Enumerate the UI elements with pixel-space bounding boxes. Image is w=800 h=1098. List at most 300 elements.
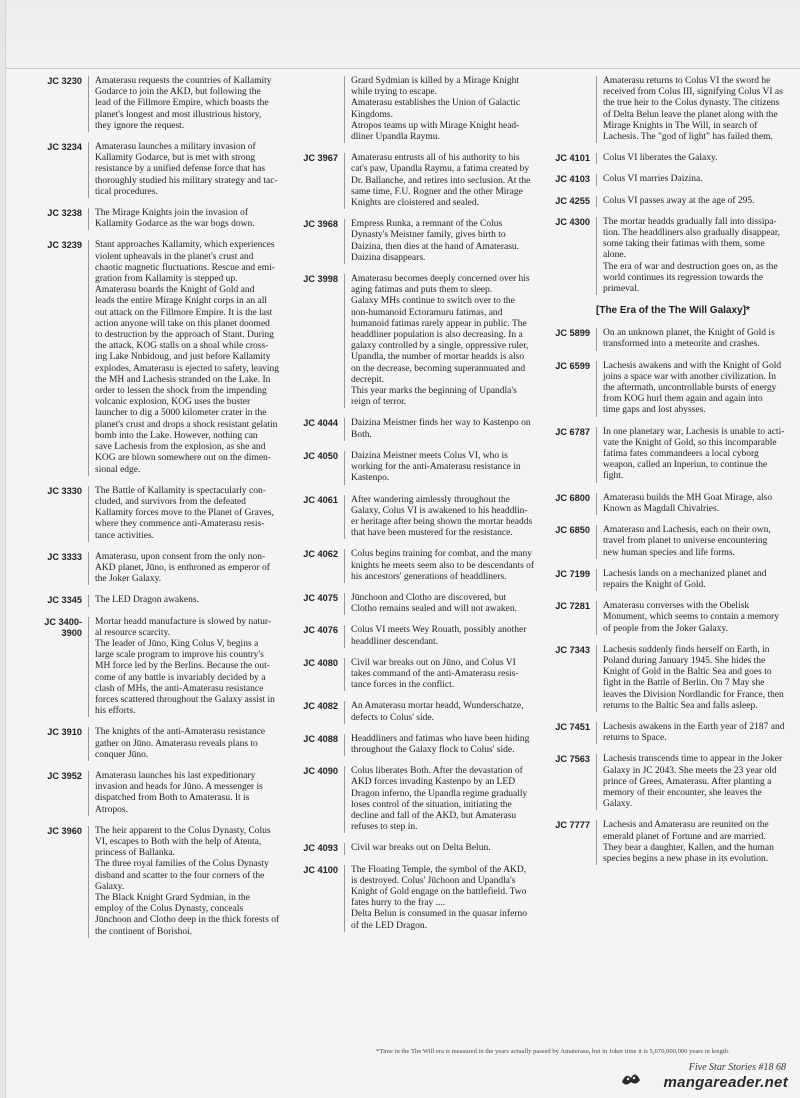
entry-date: JC 4088 bbox=[303, 733, 338, 744]
entry-line: Mortar headd manufacture is slowed by natur- bbox=[95, 616, 272, 627]
timeline-entry bbox=[16, 240, 294, 475]
entry-line: weapon, called an Inperiun, to continue the bbox=[603, 460, 768, 471]
entry-text bbox=[596, 525, 792, 559]
entry-date: JC 7343 bbox=[555, 644, 590, 655]
entry-line: Amaterasu becomes deeply concerned over his bbox=[351, 274, 530, 285]
timeline-entry bbox=[292, 625, 548, 647]
entry-date: JC 7281 bbox=[555, 601, 590, 612]
entry-date: JC 3333 bbox=[47, 551, 82, 562]
entry-line: Knights are cloistered and sealed. bbox=[351, 198, 479, 209]
entry-date: JC 3998 bbox=[303, 274, 338, 285]
entry-text bbox=[344, 734, 548, 756]
entry-text bbox=[344, 593, 548, 615]
entry-date: JC 4103 bbox=[555, 174, 590, 185]
top-band bbox=[0, 0, 800, 69]
entry-line: Poland during January 1945. She hides the bbox=[603, 655, 766, 666]
entry-line: decrepit. bbox=[351, 374, 384, 385]
entry-line: world continues its regression towards the bbox=[603, 272, 764, 283]
entry-line: Daizina Meistner meets Colus VI, who is bbox=[351, 450, 508, 461]
entry-line: dispatched from Both to Amaterasu. It is bbox=[95, 793, 250, 804]
entry-date: JC 4255 bbox=[555, 195, 590, 206]
entry-line: Amaterasu and Lachesis, each on their own, bbox=[603, 525, 771, 536]
entry-line: Dragon inferno, the Upandla regime gradually bbox=[351, 788, 528, 799]
entry-text bbox=[88, 552, 294, 586]
entry-line: loses control of the situation, initiating the bbox=[351, 799, 512, 810]
entry-date: JC 4093 bbox=[303, 843, 338, 854]
entry-date: JC 6787 bbox=[555, 426, 590, 437]
entry-text bbox=[344, 865, 548, 932]
entry-text bbox=[344, 843, 548, 854]
entry-line: Amaterasu entrusts all of his authority to his bbox=[351, 153, 520, 164]
entry-text bbox=[344, 658, 548, 692]
timeline-entry bbox=[292, 593, 548, 615]
entry-line: volcanic explosion, KOG uses the buster bbox=[95, 397, 251, 408]
entry-line: reign of terror. bbox=[351, 397, 407, 408]
entry-line: planet's longest and most illustrious history, bbox=[95, 109, 262, 120]
column-1 bbox=[16, 76, 294, 948]
entry-line: After wandering aimlessly throughout the bbox=[351, 494, 510, 505]
entry-line: An Amaterasu mortar headd, Wunderschatze, bbox=[351, 701, 524, 712]
entry-text bbox=[596, 820, 792, 865]
entry-date: JC 4075 bbox=[303, 592, 338, 603]
entry-line: Colus VI meets Wey Rouath, possibly another bbox=[351, 625, 527, 636]
entry-line: Galaxy in JC 2043. She meets the 23 year old bbox=[603, 765, 777, 776]
entry-text bbox=[596, 174, 792, 185]
entry-line: of people from the Joker Galaxy. bbox=[603, 623, 728, 634]
entry-line: same time, F.U. Rogner and the other Mirage bbox=[351, 186, 523, 197]
entry-line: princess of Ballanka. bbox=[95, 848, 175, 859]
entry-line: Known as Magdall Chivalries. bbox=[603, 503, 720, 514]
entry-line: Galaxy. bbox=[95, 881, 125, 892]
entry-line: fatima fates commandeers a local cyborg bbox=[603, 449, 759, 460]
entry-line: action anyone will take on this planet doomed bbox=[95, 318, 270, 329]
entry-line: leaves the Division Nordlandic for France, then bbox=[603, 689, 784, 700]
timeline-entry bbox=[292, 76, 548, 143]
entry-line: where they commence anti-Amaterasu resis- bbox=[95, 519, 265, 530]
entry-text bbox=[596, 427, 792, 483]
entry-line: decline and fall of the AKD, but Amaterasu bbox=[351, 810, 517, 821]
entry-line: fates hurry to the fray .... bbox=[351, 898, 446, 909]
entry-line: his efforts. bbox=[95, 706, 136, 717]
footnote: *Time in the The Will era is measured in the years actually passed by Amaterasu, but in Joker time it is 5,670,000,000 years in length. bbox=[376, 1048, 730, 1055]
entry-text bbox=[344, 153, 548, 209]
entry-date: JC 6800 bbox=[555, 492, 590, 503]
entry-text bbox=[88, 617, 294, 718]
entry-line: Amaterasu returns to Colus VI the sword he bbox=[603, 76, 771, 86]
entry-date: JC 4062 bbox=[303, 549, 338, 560]
entry-line: memory of their encounter, she leaves the bbox=[603, 787, 762, 798]
timeline-entry bbox=[16, 552, 294, 586]
entry-line: Galaxy MHs continue to switch over to the bbox=[351, 296, 515, 307]
entry-text bbox=[344, 766, 548, 833]
entry-line: Knight of Gold in the Baltic Sea and goes to bbox=[603, 667, 772, 678]
timeline-entry bbox=[292, 274, 548, 408]
entry-line: The Battle of Kallamity is spectacularly con- bbox=[95, 485, 266, 496]
entry-line: Lachesis and Amaterasu are reunited on the bbox=[603, 820, 769, 831]
timeline-entry bbox=[16, 142, 294, 198]
entry-line: The mortar headds gradually fall into dissipa- bbox=[603, 216, 777, 227]
entry-line: VI, escapes to Both with the help of Atenta, bbox=[95, 836, 262, 847]
timeline-entry bbox=[292, 734, 548, 756]
entry-line: from KOG hurl them again and again into bbox=[603, 394, 763, 405]
entry-line: Daizina, then dies at the hand of Amaterasu. bbox=[351, 241, 520, 252]
entry-date: JC 7451 bbox=[555, 721, 590, 732]
timeline-entry bbox=[544, 645, 792, 712]
entry-line: Jūnchoon and Clotho are discovered, but bbox=[351, 592, 507, 603]
entry-line: working for the anti-Amaterasu resistance in bbox=[351, 462, 521, 473]
timeline-entry bbox=[292, 701, 548, 723]
timeline-entry bbox=[292, 219, 548, 264]
entry-date: JC 4082 bbox=[303, 701, 338, 712]
entry-line: Colus begins training for combat, and the many bbox=[351, 549, 532, 560]
entry-text bbox=[344, 76, 548, 143]
entry-line: The three royal families of the Colus Dynasty bbox=[95, 859, 269, 870]
timeline-entry bbox=[544, 361, 792, 417]
entry-date: JC 3910 bbox=[47, 727, 82, 738]
entry-text bbox=[344, 625, 548, 647]
entry-line: They bear a daughter, Kallen, and the human bbox=[603, 842, 774, 853]
entry-line: that have been mustered for the resistance. bbox=[351, 528, 513, 539]
entry-line: save Lachesis from the explosion, as she and bbox=[95, 442, 266, 453]
entry-line: bomb into the Lake. However, nothing can bbox=[95, 430, 258, 441]
entry-date: JC 5899 bbox=[555, 328, 590, 339]
entry-date: JC 3330 bbox=[47, 485, 82, 496]
entry-line: Dynasty's Meistner family, gives birth to bbox=[351, 230, 506, 241]
entry-line: vate the Knight of Gold, so this incomparable bbox=[603, 437, 777, 448]
entry-line: The Mirage Knights join the invasion of bbox=[95, 208, 249, 219]
entry-line: throughout the Galaxy flock to Colus' side. bbox=[351, 744, 515, 755]
entry-date: JC 3238 bbox=[47, 208, 82, 219]
entry-line: Amaterasu launches his last expeditionary bbox=[95, 770, 256, 781]
entry-line: returns to Space. bbox=[603, 733, 667, 744]
entry-line: Colus VI liberates the Galaxy. bbox=[603, 153, 718, 164]
timeline-entry bbox=[292, 418, 548, 440]
entry-line: Amaterasu requests the countries of Kallamity bbox=[95, 76, 272, 86]
entry-line: Kallamity Godarce as the war bogs down. bbox=[95, 219, 255, 230]
entry-line: Delta Belun is consumed in the quasar inferno bbox=[351, 909, 527, 920]
timeline-entry bbox=[16, 727, 294, 761]
timeline-entry bbox=[16, 617, 294, 718]
entry-text bbox=[88, 727, 294, 761]
timeline-entry bbox=[544, 328, 792, 350]
entry-line: headdliner population is also decreasing. In a bbox=[351, 330, 523, 341]
entry-line: Civil war breaks out on Delta Belun. bbox=[351, 843, 491, 854]
entry-line: Kallamity Godarce, but is met with strong bbox=[95, 153, 256, 164]
entry-text bbox=[596, 361, 792, 417]
entry-line: repairs the Knight of Gold. bbox=[603, 579, 706, 590]
entry-line: lead of the Fillmore Empire, which boasts the bbox=[95, 98, 269, 109]
entry-line: fight. bbox=[603, 471, 624, 482]
entry-line: they ignore the request. bbox=[95, 120, 185, 131]
entry-date: JC 3230 bbox=[47, 76, 82, 86]
entry-line: cat's paw, Upandla Raymu, a fatima created by bbox=[351, 164, 530, 175]
entry-line: Amaterasu launches a military invasion of bbox=[95, 142, 256, 153]
entry-text bbox=[596, 754, 792, 810]
entry-line: humanoid fatimas rarely appear in public. The bbox=[351, 318, 527, 329]
entry-line: transformed into a meteorite and crashes. bbox=[603, 339, 760, 350]
entry-text bbox=[88, 595, 294, 606]
entry-date: JC 4090 bbox=[303, 766, 338, 777]
entry-line: galaxy controlled by a single, oppressive ruler, bbox=[351, 341, 529, 352]
column-3 bbox=[544, 76, 792, 875]
entry-line: Jūnchoon and Clotho deep in the thick forests of bbox=[95, 915, 280, 926]
entry-line: tion. The headdliners also gradually disappear, bbox=[603, 228, 780, 239]
entry-date: JC 3239 bbox=[47, 240, 82, 251]
entry-line: order to lessen the shock from the impending bbox=[95, 386, 267, 397]
entry-line: Amaterasu, upon consent from the only non- bbox=[95, 551, 266, 562]
entry-line: chaotic magnetic fluctuations. Rescue and emi- bbox=[95, 262, 275, 273]
timeline-entry bbox=[544, 493, 792, 515]
mangareader-logo-icon bbox=[620, 1068, 642, 1088]
timeline-entry bbox=[544, 196, 792, 207]
entry-date: JC 4044 bbox=[303, 418, 338, 429]
entry-date bbox=[292, 76, 344, 143]
entry-line: The LED Dragon awakens. bbox=[95, 595, 199, 606]
entry-line: In one planetary war, Lachesis is unable to acti- bbox=[603, 426, 785, 437]
timeline-entry bbox=[544, 820, 792, 865]
entry-line: primeval. bbox=[603, 284, 640, 295]
entry-line: Galaxy, Colus VI is awakened to his headdlin- bbox=[351, 505, 528, 516]
entry-text bbox=[596, 153, 792, 164]
page-gutter bbox=[0, 0, 6, 1098]
entry-line: Lachesis suddenly finds herself on Earth, in bbox=[603, 644, 770, 655]
timeline-entry bbox=[16, 486, 294, 542]
entry-date: JC 4101 bbox=[555, 153, 590, 164]
entry-line: Dr. Ballanche, and retires into seclusion. At the bbox=[351, 175, 531, 186]
timeline-entry bbox=[544, 601, 792, 635]
entry-text bbox=[88, 240, 294, 475]
entry-line: gration from Kallamity is stepped up. bbox=[95, 274, 238, 285]
entry-date: JC 3967 bbox=[303, 153, 338, 164]
entry-line: Kingdoms. bbox=[351, 109, 393, 120]
timeline-entry bbox=[292, 153, 548, 209]
entry-date: JC 3952 bbox=[47, 770, 82, 781]
entry-text bbox=[88, 76, 294, 132]
entry-line: knights he meets seem also to be descendants of bbox=[351, 560, 535, 571]
entry-line: Atropos teams up with Mirage Knight head- bbox=[351, 120, 520, 131]
entry-line: Mirage Knights in The Will, in search of bbox=[603, 120, 758, 131]
entry-line: Colus VI marries Daizina. bbox=[603, 174, 703, 185]
entry-text bbox=[596, 645, 792, 712]
entry-text bbox=[596, 196, 792, 207]
entry-line: headdliner descendant. bbox=[351, 636, 439, 647]
entry-line: of the LED Dragon. bbox=[351, 920, 427, 931]
entry-line: KOG are blown somewhere out on the dimen- bbox=[95, 453, 271, 464]
entry-line: species begins a new phase in its evolution. bbox=[603, 853, 769, 864]
entry-line: prince of Grees, Amaterasu. After planting a bbox=[603, 776, 772, 787]
entry-line: planet's crust and drops a shock resistant gelatin bbox=[95, 419, 278, 430]
entry-line: non-humanoid Ectoramuru fatimas, and bbox=[351, 307, 503, 318]
entry-text bbox=[344, 701, 548, 723]
entry-line: er heritage after being shown the mortar headds bbox=[351, 516, 533, 527]
entry-line: to destruction by the approach of Stant. During bbox=[95, 330, 274, 341]
entry-line: some taking their fatimas with them, some bbox=[603, 239, 765, 250]
entry-line: tical procedures. bbox=[95, 186, 158, 197]
entry-line: Lachesis transcends time to appear in the Joker bbox=[603, 754, 783, 765]
entry-text bbox=[344, 274, 548, 408]
entry-text bbox=[88, 208, 294, 230]
entry-line: Amaterasu builds the MH Goat Mirage, also bbox=[603, 492, 773, 503]
entry-date: JC 4076 bbox=[303, 625, 338, 636]
entry-line: violent upheavals in the planet's crust and bbox=[95, 251, 254, 262]
timeline-entry bbox=[292, 865, 548, 932]
entry-line: AKD forces invading Kastenpo by an LED bbox=[351, 777, 516, 788]
entry-line: Kastenpo. bbox=[351, 473, 390, 484]
entry-date: JC 4050 bbox=[303, 450, 338, 461]
entry-line: The era of war and destruction goes on, as the bbox=[603, 261, 778, 272]
entry-line: while trying to escape. bbox=[351, 87, 438, 98]
entry-line: come of any battle is invariably decided by a bbox=[95, 672, 266, 683]
entry-line: the attack, KOG stalls on a shoal while cross- bbox=[95, 341, 269, 352]
entry-line: Lachesis awakens and with the Knight of Gold bbox=[603, 360, 782, 371]
entry-line: MH force led by the Berlins. Because the out- bbox=[95, 661, 270, 672]
entry-line: employ of the Colus Dynasty, conceals bbox=[95, 904, 244, 915]
entry-line: explodes, Amaterasu is ejected to safety, leaving bbox=[95, 363, 280, 374]
entry-line: Upandla, the number of mortar headds is also bbox=[351, 352, 525, 363]
entry-line: Lachesis lands on a mechanized planet and bbox=[603, 568, 767, 579]
entry-line: the true heir to the Colus dynasty. The citizens bbox=[603, 98, 780, 109]
entry-line: defects to Colus' side. bbox=[351, 712, 434, 723]
entry-line: Headdliners and fatimas who have been hiding bbox=[351, 733, 530, 744]
entry-line: Civil war breaks out on Jūno, and Colus VI bbox=[351, 657, 516, 668]
column-3-top bbox=[544, 76, 792, 295]
entry-line: Atropos. bbox=[95, 804, 128, 815]
entry-line: leads the entire Mirage Knight corps in an all bbox=[95, 296, 268, 307]
entry-date: JC 6599 bbox=[555, 360, 590, 371]
timeline-entry bbox=[544, 569, 792, 591]
entry-line: The Floating Temple, the symbol of the AKD, bbox=[351, 864, 527, 875]
entry-line: on the decrease, becoming superannuated and bbox=[351, 363, 526, 374]
entry-line: Knight of Gold engage on the battlefield. Two bbox=[351, 886, 527, 897]
entry-line: AKD planet, Jūno, is enthroned as emperor of bbox=[95, 562, 270, 573]
entry-text bbox=[344, 495, 548, 540]
entry-line: Daizina disappears. bbox=[351, 252, 426, 263]
entry-line: The Black Knight Grard Sydmian, in the bbox=[95, 893, 250, 903]
entry-date: JC 7777 bbox=[555, 820, 590, 831]
entry-line: large scale program to improve his country's bbox=[95, 650, 264, 661]
timeline-entry bbox=[544, 76, 792, 143]
entry-text bbox=[344, 219, 548, 264]
entry-date: JC 3234 bbox=[47, 142, 82, 153]
entry-line: tance activities. bbox=[95, 530, 155, 541]
timeline-entry bbox=[544, 153, 792, 164]
entry-line: Colus liberates Both. After the devastation of bbox=[351, 766, 523, 777]
entry-line: The leader of Jūno, King Colus V, begins a bbox=[95, 638, 259, 649]
entry-text bbox=[596, 328, 792, 350]
entry-line: time gaps and lost abysses. bbox=[603, 405, 706, 416]
entry-line: refuses to step in. bbox=[351, 822, 418, 833]
entry-date: JC 3968 bbox=[303, 219, 338, 230]
entry-text bbox=[596, 722, 792, 744]
entry-line: al resource scarcity. bbox=[95, 627, 171, 638]
entry-line: thoroughly studied his military strategy and tac- bbox=[95, 175, 278, 186]
entry-line: is destroyed. Colus' Jūchoon and Upandla's bbox=[351, 875, 516, 886]
entry-line: Both. bbox=[351, 429, 372, 440]
entry-line: Kallamity forces move to the Planet of Graves, bbox=[95, 508, 274, 519]
entry-line: Lachesis awakens in the Earth year of 2187 and bbox=[603, 721, 785, 732]
entry-line: Clotho remains sealed and will not awaken. bbox=[351, 604, 517, 615]
entry-line: Colus VI passes away at the age of 295. bbox=[603, 195, 755, 206]
entry-date: JC 7563 bbox=[555, 754, 590, 765]
timeline-entry bbox=[16, 595, 294, 606]
entry-text bbox=[596, 217, 792, 295]
entry-text bbox=[344, 549, 548, 583]
entry-text bbox=[596, 569, 792, 591]
entry-line: This year marks the beginning of Upandla's bbox=[351, 386, 517, 397]
column-3-bottom bbox=[544, 328, 792, 865]
entry-text bbox=[596, 76, 792, 143]
page-footer: Five Star Stories #18 68 bbox=[688, 1062, 786, 1073]
entry-line: ing Lake Nnbidoug, and just before Kallamity bbox=[95, 352, 271, 363]
entry-date: JC 4080 bbox=[303, 657, 338, 668]
entry-line: emerald planet of Fortune and are married. bbox=[603, 831, 766, 842]
entry-text bbox=[344, 451, 548, 485]
watermark-text: mangareader.net bbox=[663, 1074, 788, 1091]
entry-line: the Joker Galaxy. bbox=[95, 574, 162, 585]
entry-line: disband and scatter to the four corners of the bbox=[95, 870, 265, 881]
entry-line: sional edge. bbox=[95, 464, 141, 475]
timeline-entry bbox=[16, 771, 294, 816]
era-heading: [The Era of the The Will Galaxy]* bbox=[596, 305, 750, 317]
entry-line: The knights of the anti-Amaterasu resistance bbox=[95, 727, 266, 738]
entry-line: Stant approaches Kallamity, which experiences bbox=[95, 240, 275, 251]
entry-line: fight in the Battle of Berlin. On 7 May she bbox=[603, 678, 765, 689]
timeline-entry bbox=[16, 76, 294, 132]
entry-date: JC 4300 bbox=[555, 216, 590, 227]
entry-date: JC 7199 bbox=[555, 568, 590, 579]
timeline-entry bbox=[544, 754, 792, 810]
timeline-entry bbox=[544, 427, 792, 483]
entry-date bbox=[544, 76, 596, 143]
entry-line: cluded, and survivors from the defeated bbox=[95, 496, 246, 507]
timeline-entry bbox=[544, 217, 792, 295]
timeline-entry bbox=[16, 826, 294, 938]
entry-line: forces scattered throughout the Galaxy assist in bbox=[95, 694, 275, 705]
entry-date: JC 3345 bbox=[47, 595, 82, 606]
entry-line: Galaxy. bbox=[603, 799, 633, 810]
entry-line: the continent of Borishoi. bbox=[95, 926, 193, 937]
entry-line: Amaterasu establishes the Union of Galactic bbox=[351, 98, 521, 109]
entry-line: his ancestors' generations of headdliners. bbox=[351, 571, 507, 582]
timeline-entry bbox=[544, 722, 792, 744]
entry-line: resistance by a unified defense force that has bbox=[95, 164, 266, 175]
column-2 bbox=[292, 76, 548, 942]
entry-text bbox=[88, 142, 294, 198]
entry-line: the MH and Lachesis stranded on the Lake. In bbox=[95, 374, 271, 385]
entry-line: travel from planet to universe encountering bbox=[603, 536, 768, 547]
entry-date: JC 6850 bbox=[555, 525, 590, 536]
entry-text bbox=[596, 493, 792, 515]
entry-line: dliner Upandla Raymu. bbox=[351, 132, 440, 143]
entry-line: Amaterasu boards the Knight of Gold and bbox=[95, 285, 255, 296]
entry-line: Godarce to join the AKD, but following the bbox=[95, 87, 261, 98]
entry-date: JC 3960 bbox=[47, 825, 82, 836]
entry-line: On an unknown planet, the Knight of Gold is bbox=[603, 328, 775, 339]
entry-text bbox=[344, 418, 548, 440]
timeline-entry bbox=[292, 495, 548, 540]
entry-line: gather on Jūno. Amaterasu reveals plans to bbox=[95, 738, 258, 749]
entry-line: joins a space war with another civilization. In bbox=[603, 371, 777, 382]
entry-text bbox=[88, 486, 294, 542]
entry-line: alone. bbox=[603, 250, 626, 261]
timeline-entry bbox=[292, 451, 548, 485]
entry-line: Daizina Meistner finds her way to Kastenpo on bbox=[351, 418, 531, 429]
timeline-entry bbox=[292, 843, 548, 854]
entry-line: invasion and heads for Jūno. A messenger is bbox=[95, 782, 263, 793]
timeline-entry bbox=[292, 766, 548, 833]
entry-line: Amaterasu converses with the Obelisk bbox=[603, 601, 750, 612]
entry-line: Monument, which seems to contain a memory bbox=[603, 612, 779, 623]
